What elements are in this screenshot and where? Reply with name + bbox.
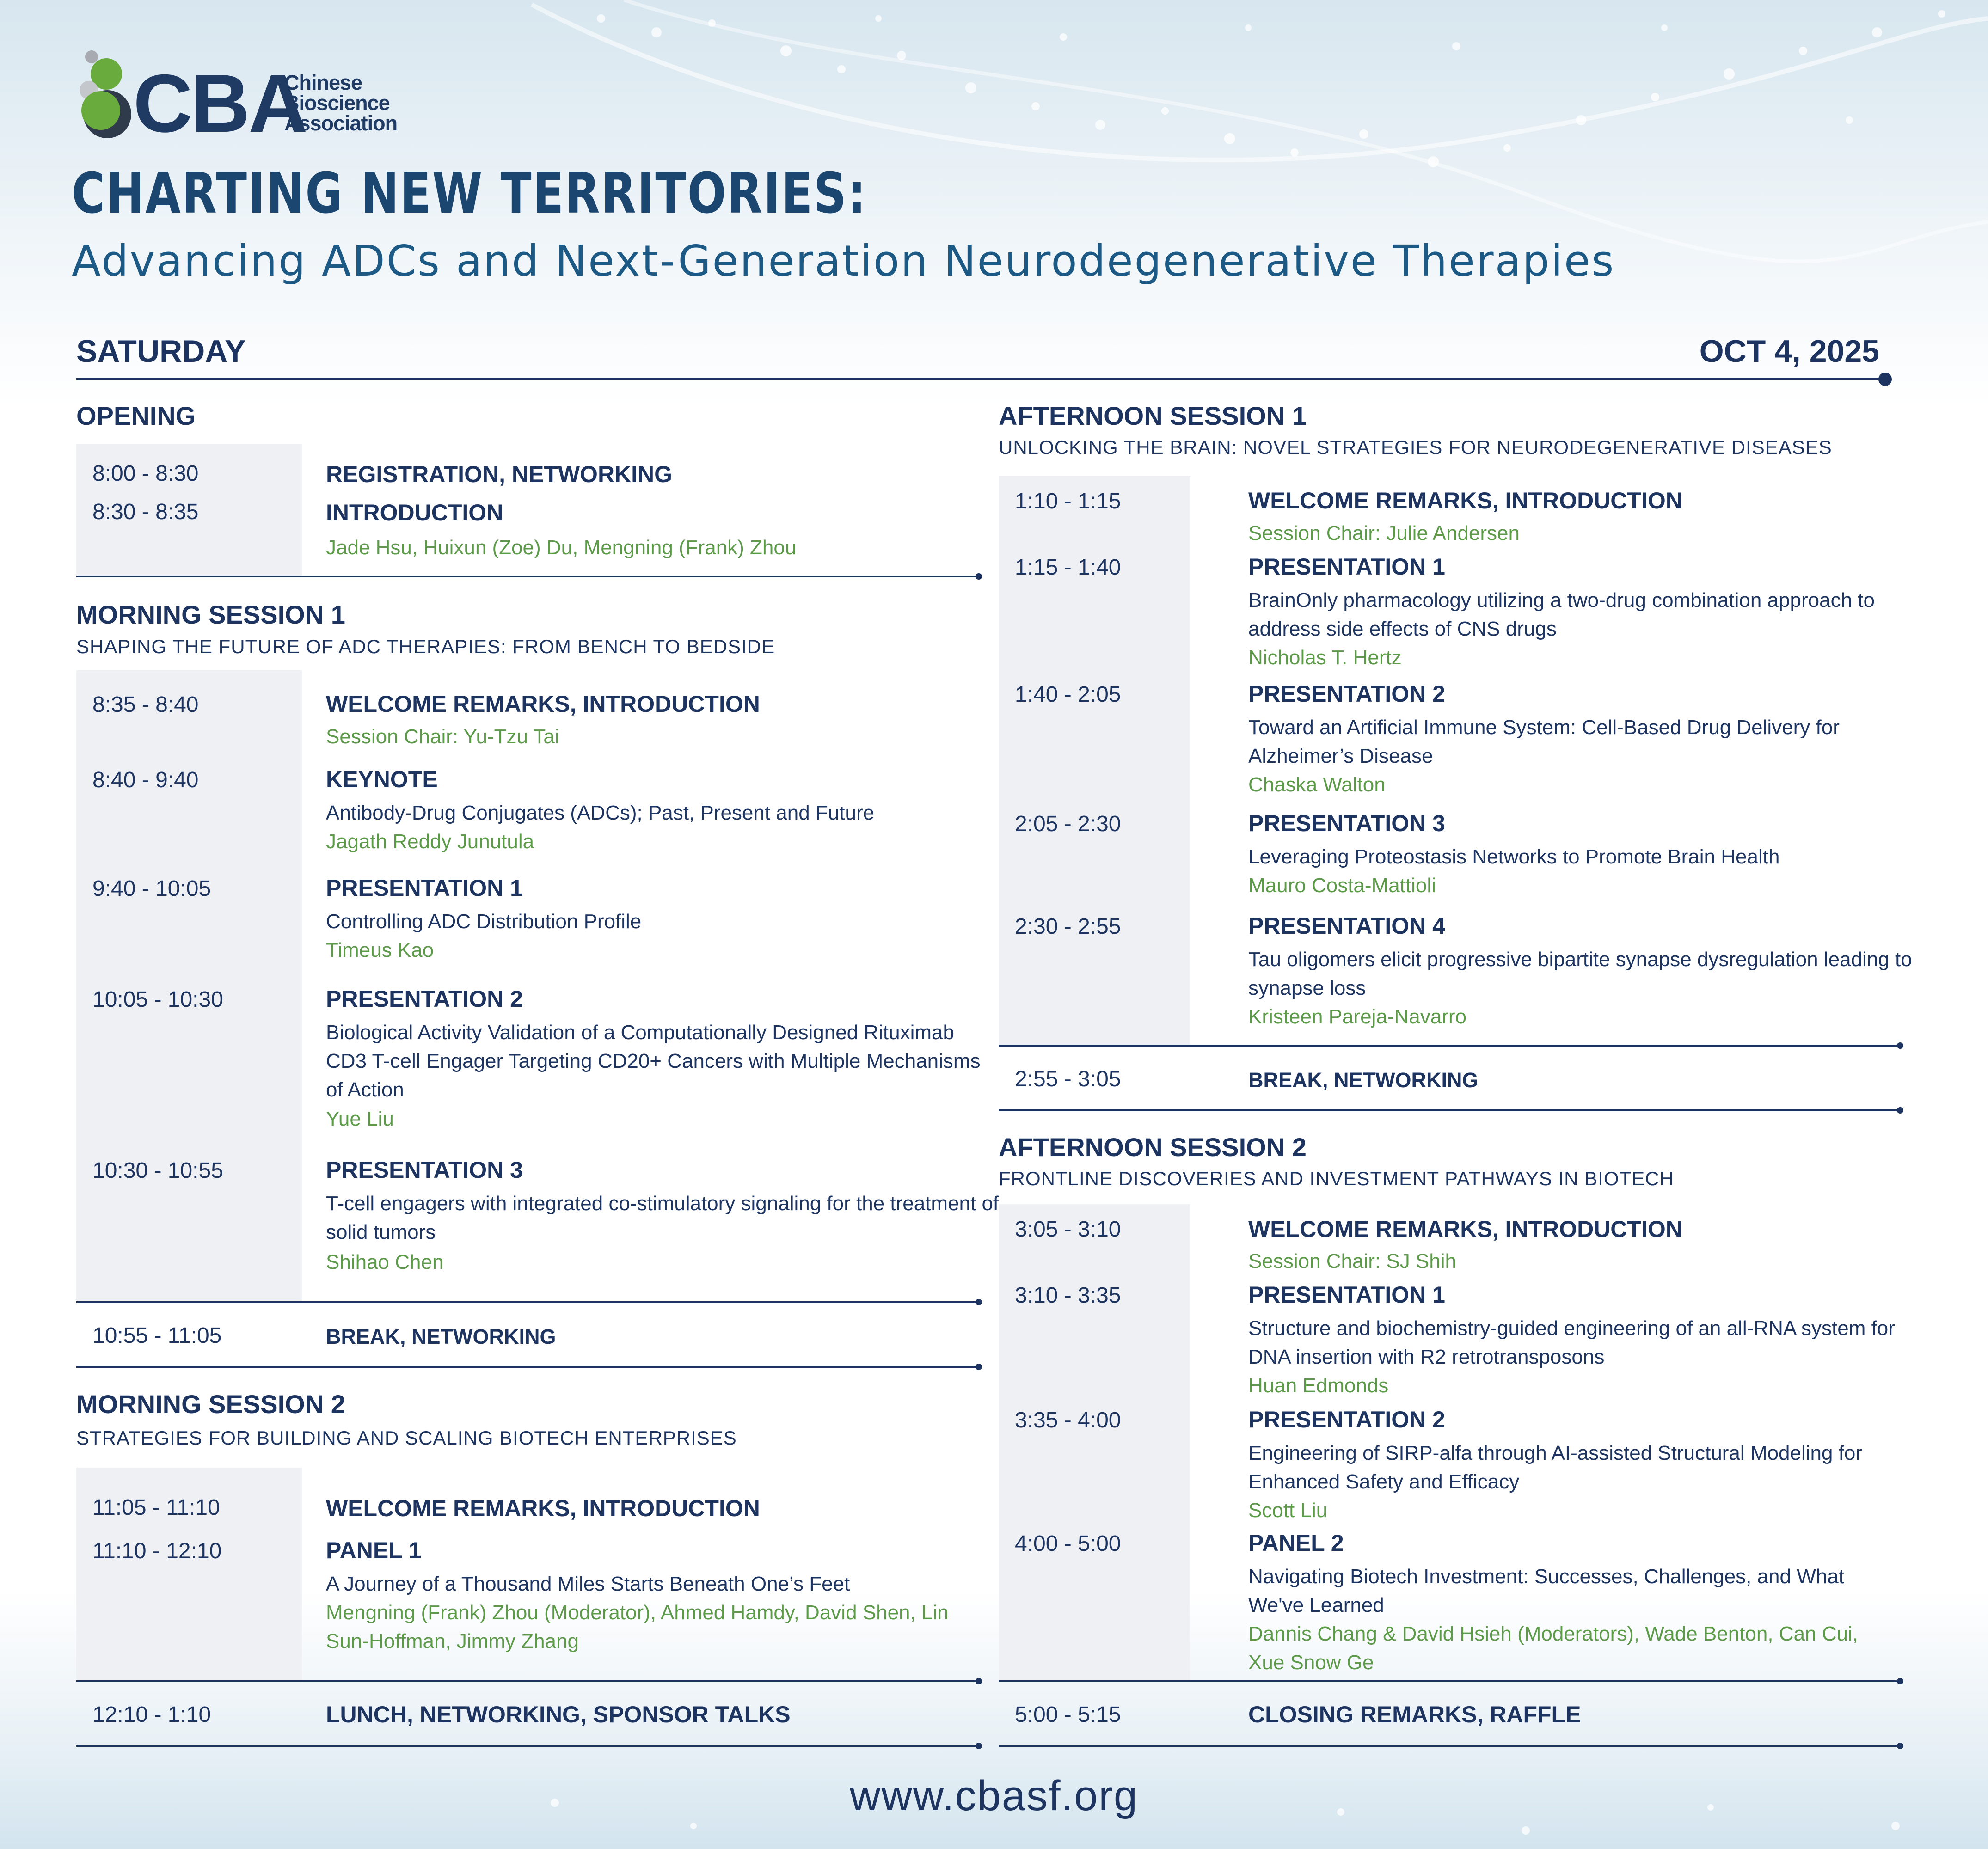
opening-divider <box>76 576 979 577</box>
lunch-divider <box>76 1745 979 1747</box>
a1-head-2: PRESENTATION 1 <box>1248 554 1445 580</box>
header-rule <box>76 378 1885 380</box>
a2-time-3: 3:35 - 4:00 <box>1015 1408 1121 1433</box>
a1-desc-4: Leveraging Proteostasis Networks to Promote Brain Health <box>1248 845 1780 868</box>
a1-time-4: 2:05 - 2:30 <box>1015 812 1121 836</box>
m1-name-5: Shihao Chen <box>326 1251 444 1273</box>
logo-bubbles-icon <box>74 49 136 141</box>
a2-head-1: WELCOME REMARKS, INTRODUCTION <box>1248 1216 1682 1242</box>
morning1-time-panel <box>76 670 302 1301</box>
day-label: SATURDAY <box>76 334 246 369</box>
m1-time-3: 9:40 - 10:05 <box>92 876 211 901</box>
morning2-divider <box>76 1680 979 1682</box>
a2-closing-label: CLOSING REMARKS, RAFFLE <box>1248 1702 1581 1727</box>
a2-name-4: Dannis Chang & David Hsieh (Moderators), Wade Benton, Can Cui, Xue Snow Ge <box>1248 1622 1858 1674</box>
m1-break-time: 10:55 - 11:05 <box>92 1323 222 1348</box>
a1-name-4: Mauro Costa-Mattioli <box>1248 874 1436 897</box>
a2-time-1: 3:05 - 3:10 <box>1015 1217 1121 1242</box>
a1-head-4: PRESENTATION 3 <box>1248 810 1445 836</box>
a1-desc-2: BrainOnly pharmacology utilizing a two-drug combination approach to address side effects of CNS drugs <box>1248 589 1875 640</box>
m1-name-1: Session Chair: Yu-Tzu Tai <box>326 725 559 748</box>
m1-head-1: WELCOME REMARKS, INTRODUCTION <box>326 691 760 717</box>
a2-desc-4: Navigating Biotech Investment: Successes, Challenges, and What We've Learned <box>1248 1565 1844 1616</box>
a1-desc-3: Toward an Artificial Immune System: Cell-Based Drug Delivery for Alzheimer’s Disease <box>1248 716 1840 767</box>
m1-desc-2: Antibody-Drug Conjugates (ADCs); Past, Present and Future <box>326 802 875 824</box>
a1-time-2: 1:15 - 1:40 <box>1015 555 1121 580</box>
logo-line-3: Association <box>284 111 398 135</box>
a2-name-3: Scott Liu <box>1248 1499 1328 1522</box>
afternoon2-title: AFTERNOON SESSION 2 <box>999 1133 1307 1162</box>
afternoon1-subtitle: UNLOCKING THE BRAIN: NOVEL STRATEGIES FOR NEURODEGENERATIVE DISEASES <box>999 436 1832 458</box>
a2-desc-2: Structure and biochemistry-guided engineering of an all-RNA system for DNA insertion with R2 retrotransposons <box>1248 1317 1895 1368</box>
a1-time-3: 1:40 - 2:05 <box>1015 682 1121 707</box>
morning1-title: MORNING SESSION 1 <box>76 600 345 629</box>
m2-time-1: 11:05 - 11:10 <box>92 1495 220 1520</box>
a1-time-1: 1:10 - 1:15 <box>1015 489 1121 514</box>
website-link[interactable]: www.cbasf.org <box>849 1772 1139 1819</box>
morning1-divider <box>76 1301 979 1303</box>
date-label: OCT 4, 2025 <box>1699 334 1879 369</box>
logo-association-name <box>284 73 397 134</box>
m2-head-1: WELCOME REMARKS, INTRODUCTION <box>326 1495 760 1521</box>
page-title: CHARTING NEW TERRITORIES: <box>72 162 867 226</box>
m2-time-2: 11:10 - 12:10 <box>92 1539 222 1563</box>
a1-name-3: Chaska Walton <box>1248 773 1386 796</box>
m1-desc-3: Controlling ADC Distribution Profile <box>326 910 642 933</box>
m2-name-2: Mengning (Frank) Zhou (Moderator), Ahmed Hamdy, David Shen, Lin Sun-Hoffman, Jimmy Zhang <box>326 1601 949 1653</box>
cba-logo <box>74 49 407 149</box>
m1-name-3: Timeus Kao <box>326 939 434 961</box>
m2-head-2: PANEL 1 <box>326 1537 422 1563</box>
logo-line-1: Chinese <box>284 71 362 94</box>
m1-time-2: 8:40 - 9:40 <box>92 768 199 792</box>
m1-head-5: PRESENTATION 3 <box>326 1157 523 1183</box>
opening-time-1: 8:00 - 8:30 <box>92 461 199 486</box>
a2-desc-3: Engineering of SIRP-alfa through AI-assisted Structural Modeling for Enhanced Safety and Efficacy <box>1248 1442 1863 1493</box>
a1-head-3: PRESENTATION 2 <box>1248 681 1445 707</box>
m2-desc-2: A Journey of a Thousand Miles Starts Beneath One’s Feet <box>326 1573 850 1595</box>
logo-line-2: Bioscience <box>284 91 390 115</box>
opening-head-2: INTRODUCTION <box>326 500 503 526</box>
afternoon2-subtitle: FRONTLINE DISCOVERIES AND INVESTMENT PATHWAYS IN BIOTECH <box>999 1168 1674 1189</box>
a1-head-5: PRESENTATION 4 <box>1248 913 1445 939</box>
a2-name-2: Huan Edmonds <box>1248 1374 1389 1397</box>
a2-time-2: 3:10 - 3:35 <box>1015 1283 1121 1308</box>
a1-name-2: Nicholas T. Hertz <box>1248 646 1402 669</box>
m1-name-2: Jagath Reddy Junutula <box>326 830 534 853</box>
m1-head-4: PRESENTATION 2 <box>326 986 523 1012</box>
m1-desc-4: Biological Activity Validation of a Computationally Designed Rituximab CD3 T-cell Engager Targeting CD20+ Cancers with Multiple Mechanisms of Action <box>326 1021 981 1101</box>
morning2-subtitle: STRATEGIES FOR BUILDING AND SCALING BIOTECH ENTERPRISES <box>76 1427 737 1449</box>
a1-name-1: Session Chair: Julie Andersen <box>1248 522 1520 545</box>
a2-head-2: PRESENTATION 1 <box>1248 1282 1445 1308</box>
a1-break-label: BREAK, NETWORKING <box>1248 1068 1479 1092</box>
m1-desc-5: T-cell engagers with integrated co-stimulatory signaling for the treatment of solid tumors <box>326 1192 999 1243</box>
logo-wordmark: CBA <box>133 57 306 149</box>
a2-name-1: Session Chair: SJ Shih <box>1248 1250 1456 1273</box>
opening-head-1: REGISTRATION, NETWORKING <box>326 461 673 487</box>
a2-time-4: 4:00 - 5:00 <box>1015 1531 1121 1556</box>
m1-time-4: 10:05 - 10:30 <box>92 987 223 1012</box>
m1-name-4: Yue Liu <box>326 1108 394 1130</box>
m1-break-label: BREAK, NETWORKING <box>326 1325 556 1348</box>
closing-divider <box>999 1745 1900 1747</box>
afternoon2-time-panel <box>999 1204 1190 1680</box>
afternoon1-divider <box>999 1045 1900 1047</box>
m1-head-2: KEYNOTE <box>326 766 438 792</box>
morning1-subtitle: SHAPING THE FUTURE OF ADC THERAPIES: FROM BENCH TO BEDSIDE <box>76 636 775 657</box>
afternoon2-divider <box>999 1680 1900 1682</box>
a1-desc-5: Tau oligomers elicit progressive bipartite synapse dysregulation leading to synapse loss <box>1248 948 1912 999</box>
a2-closing-time: 5:00 - 5:15 <box>1015 1702 1121 1727</box>
a2-head-3: PRESENTATION 2 <box>1248 1407 1445 1433</box>
break1-divider <box>76 1366 979 1368</box>
a2-head-4: PANEL 2 <box>1248 1530 1344 1556</box>
m1-head-3: PRESENTATION 1 <box>326 875 523 901</box>
a1-break-time: 2:55 - 3:05 <box>1015 1067 1121 1091</box>
break2-divider <box>999 1109 1900 1111</box>
opening-speakers: Jade Hsu, Huixun (Zoe) Du, Mengning (Frank) Zhou <box>326 536 797 559</box>
a1-name-5: Kristeen Pareja-Navarro <box>1248 1005 1466 1028</box>
m2-lunch-label: LUNCH, NETWORKING, SPONSOR TALKS <box>326 1702 791 1727</box>
morning2-title: MORNING SESSION 2 <box>76 1390 345 1419</box>
a1-head-1: WELCOME REMARKS, INTRODUCTION <box>1248 488 1682 514</box>
m2-lunch-time: 12:10 - 1:10 <box>92 1702 211 1727</box>
opening-title: OPENING <box>76 401 196 430</box>
opening-time-2: 8:30 - 8:35 <box>92 500 199 524</box>
afternoon1-title: AFTERNOON SESSION 1 <box>999 401 1307 430</box>
page-subtitle: Advancing ADCs and Next-Generation Neurodegenerative Therapies <box>72 236 1615 286</box>
m1-time-5: 10:30 - 10:55 <box>92 1158 223 1183</box>
a1-time-5: 2:30 - 2:55 <box>1015 914 1121 939</box>
m1-time-1: 8:35 - 8:40 <box>92 692 199 717</box>
